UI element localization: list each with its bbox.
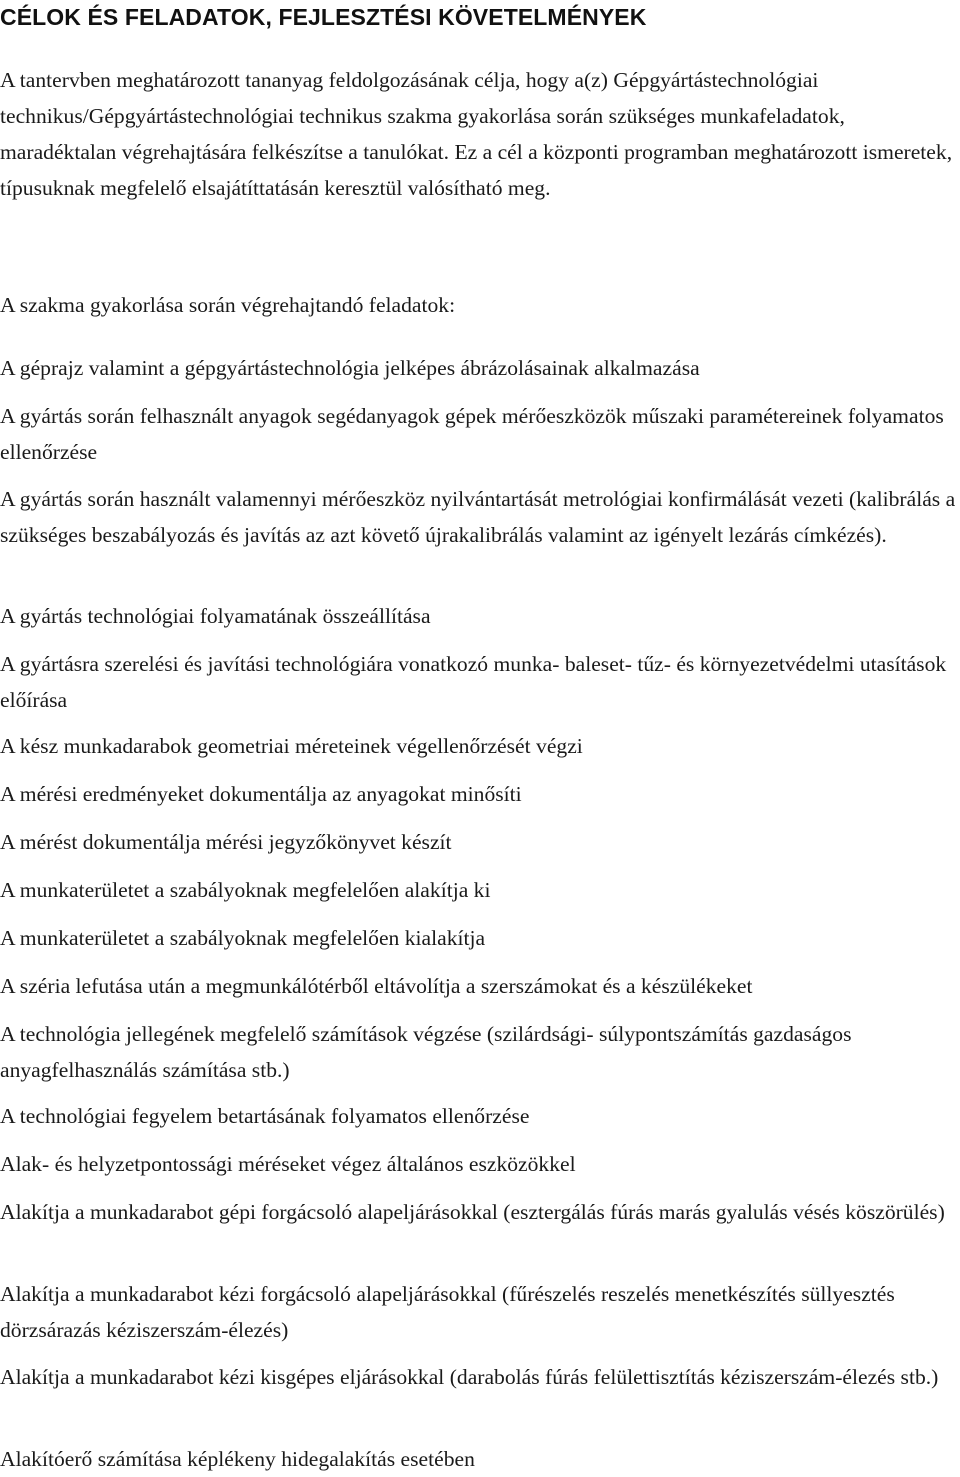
task-item: A munkaterületet a szabályoknak megfelelően kialakítja	[0, 926, 486, 950]
task-item: A mérést dokumentálja mérési jegyzőkönyvet készít	[0, 830, 452, 854]
task-item: A gyártásra szerelési és javítási technológiára vonatkozó munka- baleset- tűz- és környezetvédelmi utasítások előírása	[0, 652, 947, 712]
task-item: Alakítja a munkadarabot kézi forgácsoló alapeljárásokkal (fűrészelés reszelés menetkészítés süllyesztés dörzsárazás kéziszerszám-élezés)	[0, 1282, 895, 1342]
tasks-heading: A szakma gyakorlása során végrehajtandó feladatok:	[0, 293, 456, 317]
intro-paragraph: A tantervben meghatározott tananyag feldolgozásának célja, hogy a(z) Gépgyártástechnológiai technikus/Gépgyártástechnológiai technikus szakma gyakorlása során szükséges munkafeladatok, maradéktalan végrehajtására felkészítse a tanulókat. Ez a cél a központi programban meghatározott ismeretek, típusuknak megfelelő elsajátíttatásán keresztül valósítható meg.	[0, 68, 953, 200]
task-item: A technológiai fegyelem betartásának folyamatos ellenőrzése	[0, 1104, 530, 1128]
task-item: A széria lefutása után a megmunkálótérből eltávolítja a szerszámokat és a készülékeket	[0, 974, 753, 998]
task-item: A mérési eredményeket dokumentálja az anyagokat minősíti	[0, 782, 522, 806]
task-item: A gyártás technológiai folyamatának összeállítása	[0, 604, 431, 628]
task-item: Alak- és helyzetpontossági méréseket végez általános eszközökkel	[0, 1152, 576, 1176]
document-title: CÉLOK ÉS FELADATOK, FEJLESZTÉSI KÖVETELMÉNYEK	[0, 4, 647, 30]
task-item: Alakítóerő számítása képlékeny hidegalakítás esetében	[0, 1447, 475, 1471]
task-item: A gyártás során használt valamennyi mérőeszköz nyilvántartását metrológiai konfirmálását vezeti (kalibrálás a szükséges beszabályozás és javítás az azt követő újrakalibrálás valamint az igényelt lezárás címkézés).	[0, 487, 956, 547]
task-item: Alakítja a munkadarabot kézi kisgépes eljárásokkal (darabolás fúrás felülettisztítás kéziszerszám-élezés stb.)	[0, 1365, 939, 1389]
task-item: A technológia jellegének megfelelő számítások végzése (szilárdsági- súlypontszámítás gazdaságos anyagfelhasználás számítása stb.)	[0, 1022, 852, 1082]
task-item: A munkaterületet a szabályoknak megfelelően alakítja ki	[0, 878, 491, 902]
task-item: A géprajz valamint a gépgyártástechnológia jelképes ábrázolásainak alkalmazása	[0, 356, 700, 380]
task-item: A gyártás során felhasznált anyagok segédanyagok gépek mérőeszközök műszaki paramétereinek folyamatos ellenőrzése	[0, 404, 944, 464]
task-item: Alakítja a munkadarabot gépi forgácsoló alapeljárásokkal (esztergálás fúrás marás gyalulás vésés köszörülés)	[0, 1200, 945, 1224]
task-item: A kész munkadarabok geometriai méreteinek végellenőrzését végzi	[0, 734, 583, 758]
